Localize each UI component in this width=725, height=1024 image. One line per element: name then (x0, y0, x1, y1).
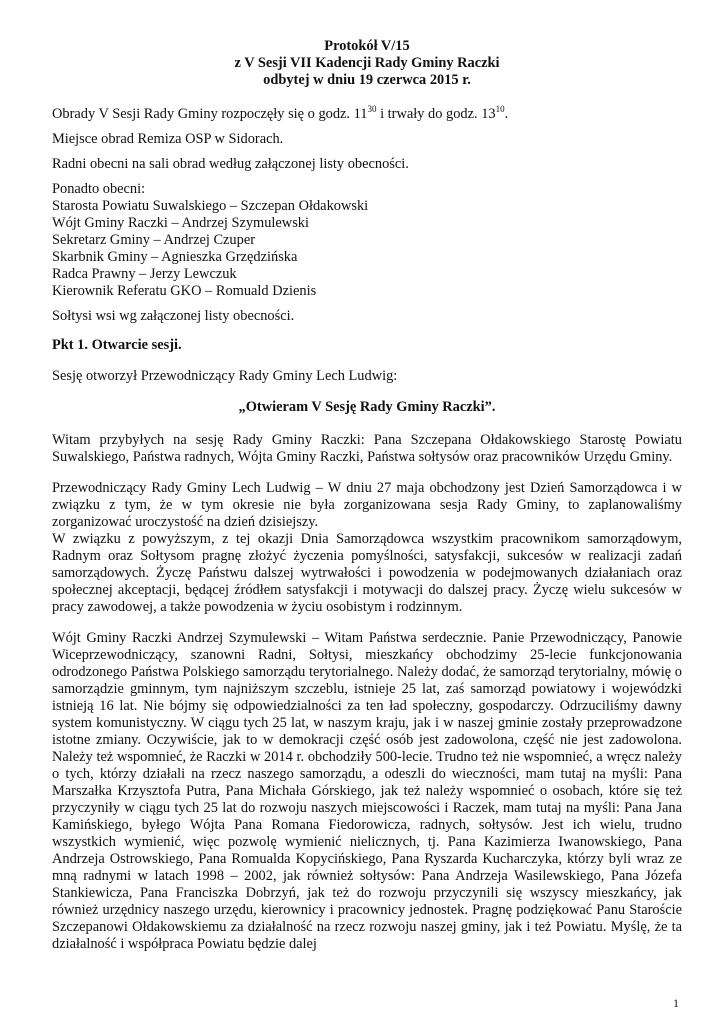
title-line-3: odbytej w dniu 19 czerwca 2015 r. (263, 72, 471, 88)
list-item: Sekretarz Gminy – Andrzej Czuper (52, 232, 256, 248)
list-item: Kierownik Referatu GKO – Romuald Dzienis (52, 283, 317, 299)
councillors-present: Radni obecni na sali obrad według załączonej listy obecności. (52, 156, 409, 172)
opening-times: Obrady V Sesji Rady Gminy rozpoczęły się o godz. $11^{30}$ i trwały do godz. $13^{10}$. (52, 104, 509, 122)
soltysi-present: Sołtysi wsi wg załączonej listy obecności. (52, 308, 295, 324)
session-intro: Sesję otworzył Przewodniczący Rady Gminy Lech Ludwig: (52, 368, 398, 384)
section-heading: Pkt 1. Otwarcie sesji. (52, 337, 182, 353)
title-line-1: Protokół V/15 (324, 38, 410, 54)
end-minutes: 10 (495, 104, 505, 115)
chair-speech-1: Przewodniczący Rady Gminy Lech Ludwig – W dniu 27 maja obchodzony jest Dzień Samorządowca i w związku z tym, że w tym okresie nie była zorganizowana sesja Rady Gminy, to zaplanowaliśmy zorganizować uroczystość na dzień dzisiejszy. (52, 480, 682, 530)
title-line-2: z V Sesji VII Kadencji Rady Gminy Raczki (234, 55, 500, 71)
start-minutes: 30 (367, 104, 377, 115)
opening-quote: „Otwieram V Sesję Rady Gminy Raczki”. (238, 399, 496, 415)
list-item: Starosta Powiatu Suwalskiego – Szczepan Ołdakowski (52, 198, 369, 214)
document-title (52, 38, 682, 89)
list-item: Skarbnik Gminy – Agnieszka Grzędzińska (52, 249, 298, 265)
meeting-place: Miejsce obrad Remiza OSP w Sidorach. (52, 131, 284, 147)
list-item: Radca Prawny – Jerzy Lewczuk (52, 266, 237, 282)
chair-speech-2: W związku z powyższym, z tej okazji Dnia Samorządowca wszystkim pracownikom samorządowym, Radnym oraz Sołtysom pragnę złożyć życzenia pomyślności, satysfakcji, sukcesów w realizacji zadań samorządowych. Życzę Państwu dalszej wytrwałości i powodzenia w podejmowanych działaniach oraz społecznej akceptacji, będącej źródłem satysfakcji i motywacji do dalszej pracy. Życzę wielu sukcesów w pracy zawodowej, a także powodzenia w życiu osobistym i rodzinnym. (52, 531, 682, 615)
list-item: Wójt Gminy Raczki – Andrzej Szymulewski (52, 215, 309, 231)
page-number: 1 (673, 996, 679, 1010)
also-present-heading: Ponadto obecni: (52, 181, 146, 197)
wojt-speech: Wójt Gminy Raczki Andrzej Szymulewski – Witam Państwa serdecznie. Panie Przewodniczący, Panowie Wiceprzewodniczący, szanowni Radni, Sołtysi, mieszkańcy obchodzimy 25-lecie funkcjonowania odrodzonego Państwa Polskiego samorządu terytorialnego. Należy dodać, że samorząd terytorialny, mówię o samorządzie gminnym, tym najniższym szczeblu, istnieje 25 lat, zaś samorząd powiatowy i wojewódzki istnieją 16 lat. Nie bójmy się odpowiedzialności za ten ład społeczny, gospodarczy. Odrzuciliśmy dawny system komunistyczny. W ciągu tych 25 lat, w naszym kraju, jak i w naszej gminie zostały przeprowadzone istotne zmiany. Oczywiście, jak to w demokracji część osób jest zadowolona, część nie jest zadowolona. Należy też wspomnieć, że Raczki w 2014 r. obchodziły 500-lecie. Trudno też nie wspomnieć, a wręcz należy o tych, którzy działali na rzecz naszego samorządu, a odeszli do wieczności, mam tutaj na myśli: Pana Marszałka Krzysztofa Putra, Pana Michała Górskiego, jak też należy wspomnieć o osobach, które się też przyczyniły w ciągu tych 25 lat do rozwoju naszych miejscowości i Raczek, mam tutaj na myśli: Pana Jana Kamińskiego, byłego Wójta Pana Romana Fiedorowicza, radnych, sołtysów. Jest ich wielu, trudno wszystkich wymienić, więc pozwolę wymienić nielicznych, tj. Pana Kazimierza Iwanowskiego, Pana Andrzeja Ostrowskiego, Pana Romualda Kopycińskiego, Pana Ryszarda Kucharczyka, którzy byli wraz ze mną radnymi w latach 1998 – 2002, jak również sołtysów: Pana Andrzeja Wasilewskiego, Pana Józefa Stankiewicza, Pana Franciszka Dobrzyń, jak też do rozwoju przyczynili się wszyscy mieszkańcy, jak również urzędnicy naszego urzędu, kierownicy i pracownicy jednostek. Pragnę podziękować Panu Staroście Szczepanowi Ołdakowskiemu za działalność na rzecz rozwoju naszej gminy, jak i też Powiatu. Myślę, że ta działalność i współpraca Powiatu będzie dalej (52, 630, 682, 952)
document-page (52, 38, 682, 961)
welcome-paragraph: Witam przybyłych na sesję Rady Gminy Raczki: Pana Szczepana Ołdakowskiego Starostę Powiatu Suwalskiego, Państwa radnych, Wójta Gminy Raczki, Państwa sołtysów oraz pracowników Urzędu Gminy. (52, 432, 682, 465)
also-present-list (52, 181, 682, 300)
